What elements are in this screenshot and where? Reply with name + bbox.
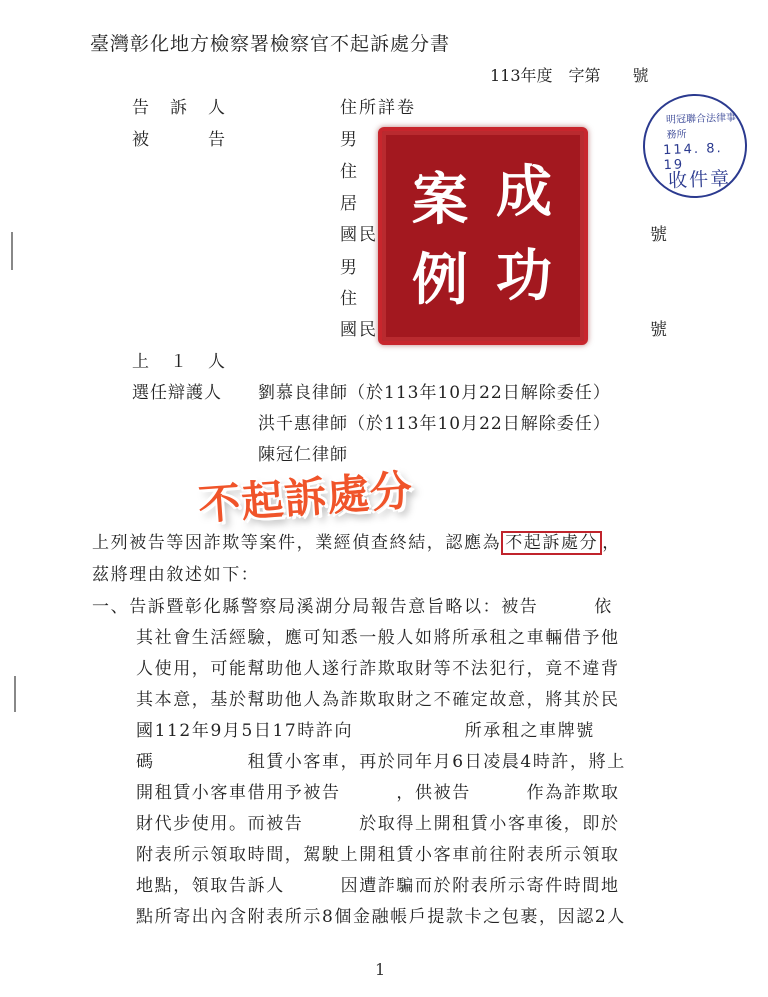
defendant2-gender: 男 [340,258,359,278]
document-number: 113年度 字第 號 [490,66,649,85]
counsel-3: 陳冠仁律師 [258,445,348,465]
defendant1-id: 國民 [340,225,378,245]
defendant1-address: 住 [340,162,359,182]
document-title: 臺灣彰化地方檢察署檢察官不起訴處分書 [90,33,451,55]
intro-line-2: 茲將理由敘述如下： [92,565,260,585]
page-number: 1 [375,960,386,979]
received-stamp-date: 114. 8. 19 [662,141,723,174]
body-line-3: 人使用，可能幫助他人遂行詐欺取財等不法犯行，竟不違背 [136,659,620,679]
counsel-label: 選任辯護人 [132,383,222,403]
body-line-2: 其社會生活經驗，應可知悉一般人如將所承租之車輛借予他 [136,628,620,648]
above-one-label: 上 １ 人 [132,352,227,372]
defendant1-gender: 男 [340,130,359,150]
intro-text-b: ， [602,533,621,553]
margin-mark-bottom [14,676,16,712]
counsel-2: 洪千惠律師（於113年10月22日解除委任） [258,414,611,434]
counsel-1: 劉慕良律師（於113年10月22日解除委任） [258,383,611,403]
intro-line-1 [92,535,621,552]
seal-char-3: 功 [496,244,552,309]
complainant-label: 告 訴 人 [132,98,227,118]
body-line-6: 碼 租賃小客車，再於同年月6日凌晨4時許，將上 [136,752,626,772]
success-case-seal [378,127,588,345]
defendant2-id: 國民 [340,320,378,340]
defendant2-id-suffix: 號 [650,320,669,340]
highlighted-decision: 不起訴處分 [501,531,602,555]
body-line-11: 點所寄出內含附表所示8個金融帳戶提款卡之包裹，因認2人 [136,907,626,927]
seal-char-4: 例 [412,248,468,313]
defendant2-address: 住 [340,289,359,309]
intro-text-a: 上列被告等因詐欺等案件，業經偵查終結，認應為 [92,533,502,553]
body-line-4: 其本意，基於幫助他人為詐欺取財之不確定故意，將其於民 [136,690,620,710]
body-line-9: 附表所示領取時間，駕駛上開租賃小客車前往附表所示領取 [136,845,620,865]
margin-mark-top [11,232,13,270]
received-stamp-label: 收件章 [667,167,732,192]
body-line-5: 國112年9月5日17時許向 所承租之車牌號 [136,721,595,741]
received-stamp [641,92,749,200]
defendant-label: 被 告 [132,130,227,150]
defendant1-id-suffix: 號 [650,225,669,245]
body-line-10: 地點，領取告訴人 因遭詐騙而於附表所示寄件時間地 [136,876,620,896]
complainant-value: 住所詳卷 [340,98,416,118]
non-prosecution-banner: 不起訴處分 [196,465,415,530]
body-line-1: 一、告訴暨彰化縣警察局溪湖分局報告意旨略以：被告 依 [92,597,613,617]
seal-char-1: 成 [496,160,552,225]
defendant1-residence: 居 [340,194,359,214]
received-stamp-firm: 明冠聯合法律事務所 [665,112,737,141]
body-line-8: 財代步使用。而被告 於取得上開租賃小客車後，即於 [136,814,620,834]
seal-char-2: 案 [412,168,468,233]
body-line-7: 開租賃小客車借用予被告 ，供被告 作為詐欺取 [136,783,620,803]
